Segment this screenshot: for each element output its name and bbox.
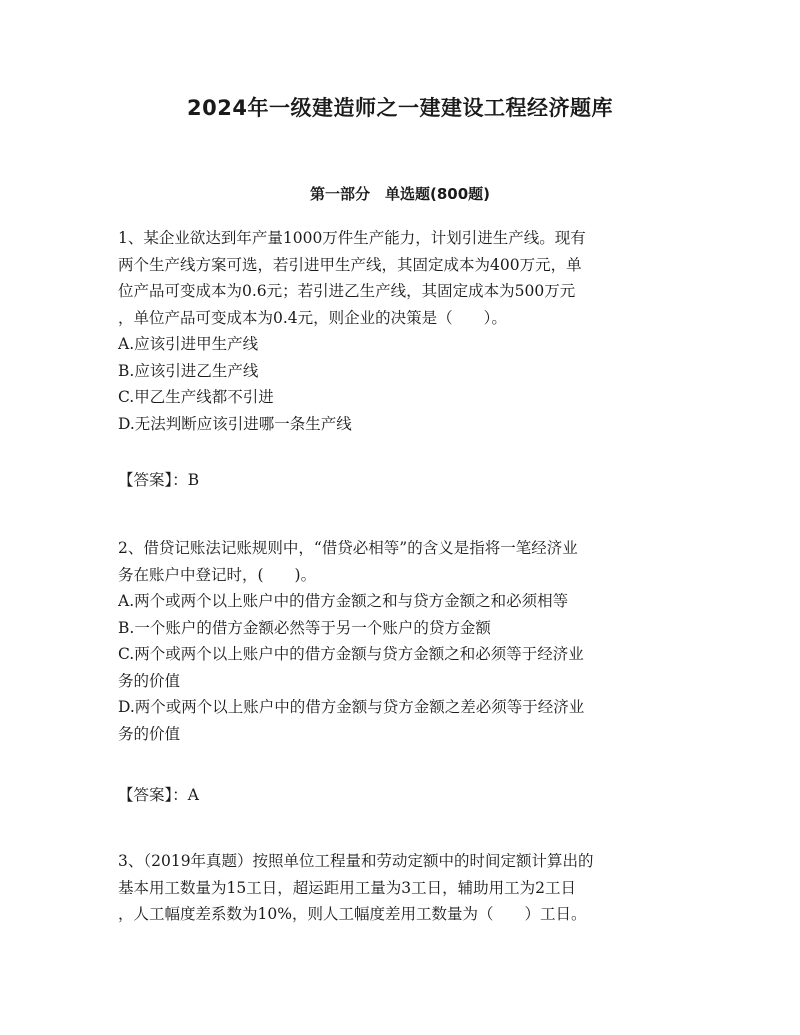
document-title: 2024年一级建造师之一建建设工程经济题库: [187, 96, 613, 120]
option-c: C.甲乙生产线都不引进: [118, 388, 274, 406]
option-d: D.两个或两个以上账户中的借方金额与贷方金额之差必须等于经济业: [118, 698, 585, 716]
question-stem-line: 3、（2019年真题）按照单位工程量和劳动定额中的时间定额计算出的: [118, 852, 594, 870]
option-c-continued: 务的价值: [118, 671, 181, 690]
option-a: A.应该引进甲生产线: [118, 335, 259, 353]
question-3: [118, 848, 688, 928]
option-d: D.无法判断应该引进哪一条生产线: [118, 414, 352, 433]
question-stem-line: 务在账户中登记时，( )。: [118, 565, 317, 584]
option-a: A.两个或两个以上账户中的借方金额之和与贷方金额之和必须相等: [118, 592, 569, 610]
option-d-continued: 务的价值: [118, 724, 181, 743]
option-b: B.一个账户的借方金额必然等于另一个账户的贷方金额: [118, 618, 491, 637]
question-stem-line: 2、借贷记账法记账规则中，“借贷必相等”的含义是指将一笔经济业: [118, 539, 578, 557]
question-stem-line: ，单位产品可变成本为0.4元，则企业的决策是（ ）。: [118, 308, 507, 327]
question-stem-line: 两个生产线方案可选，若引进甲生产线，其固定成本为400万元，单: [118, 255, 582, 274]
question-2: [118, 535, 688, 747]
question-1: [118, 225, 688, 437]
answer-2: 【答案】：A: [118, 786, 199, 804]
option-b: B.应该引进乙生产线: [118, 361, 259, 380]
answer-1: 【答案】：B: [118, 471, 200, 489]
question-stem-line: ，人工幅度差系数为10%，则人工幅度差用工数量为（ ）工日。: [118, 905, 587, 923]
question-stem-line: 基本用工数量为15工日，超运距用工量为3工日，辅助用工为2工日: [118, 878, 576, 897]
question-stem-line: 1、某企业欲达到年产量1000万件生产能力，计划引进生产线。现有: [118, 229, 586, 247]
question-stem-line: 位产品可变成本为0.6元；若引进乙生产线，其固定成本为500万元: [118, 282, 576, 300]
option-c: C.两个或两个以上账户中的借方金额与贷方金额之和必须等于经济业: [118, 645, 584, 663]
section-heading: 第一部分 单选题(800题): [309, 185, 491, 203]
